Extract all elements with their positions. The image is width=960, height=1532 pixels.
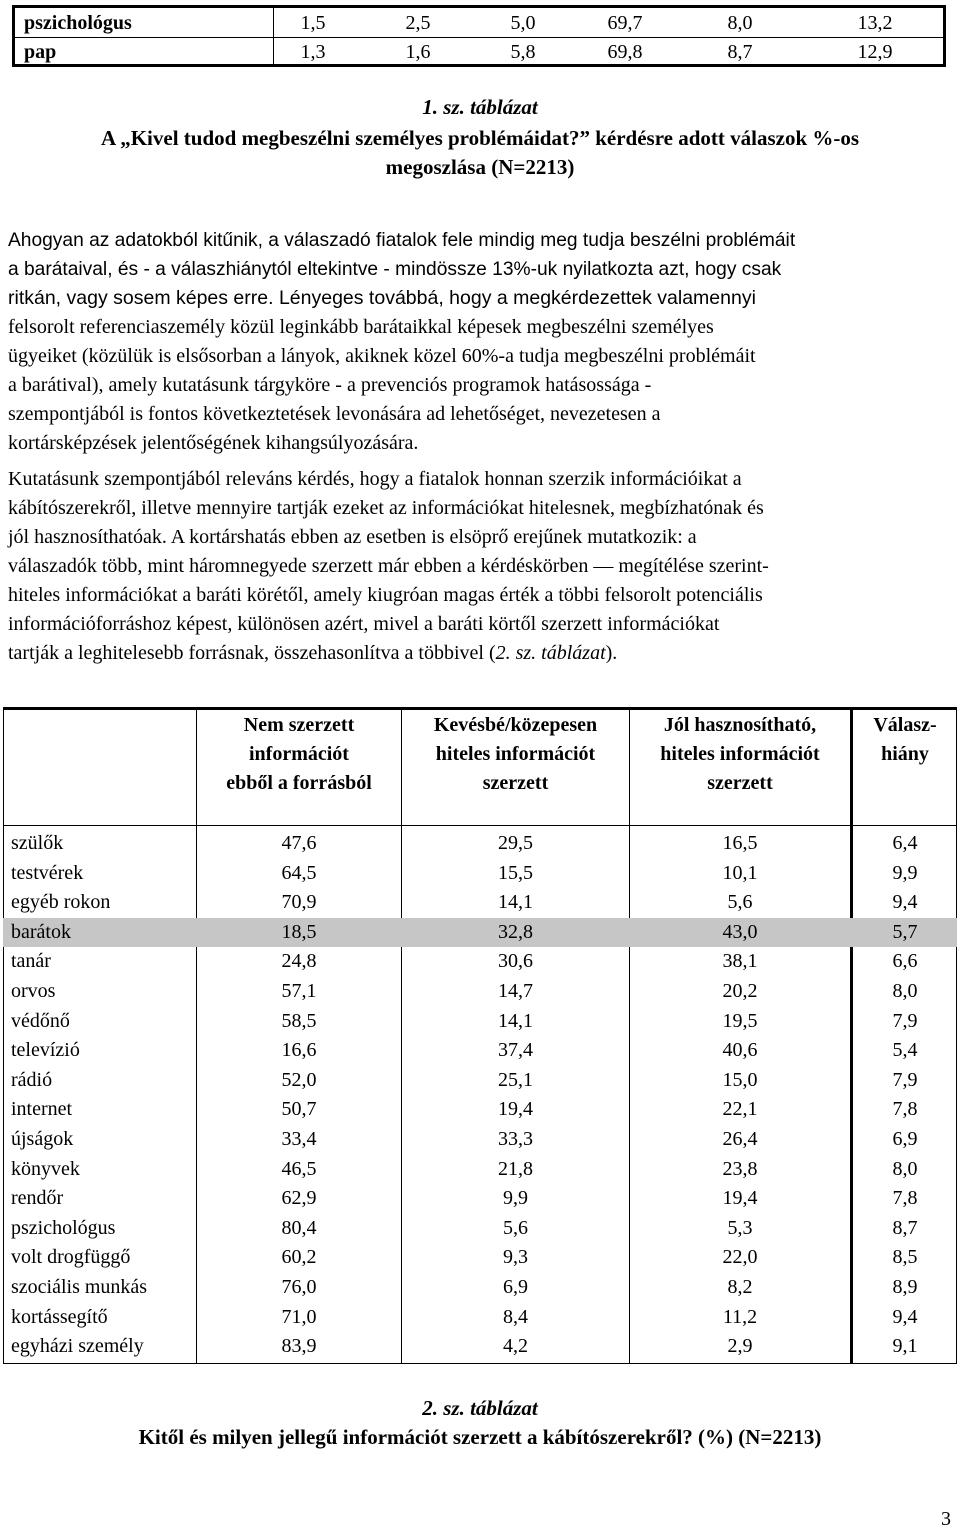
cell: 2,9 [727,1335,753,1358]
cell: 23,8 [722,1157,758,1180]
cell: 32,8 [498,920,533,943]
table-row [3,1125,957,1155]
cell: 70,9 [281,891,317,914]
cell: 9,4 [892,891,918,914]
cell: 76,0 [281,1276,317,1298]
cell: 8,0 [727,12,753,34]
text-line: válaszadók több, mint háromnegyede szerzett már ebben a kérdéskörben — megítélése szerint- [8,555,769,577]
cell: 13,2 [857,12,893,34]
cell: 26,4 [722,1128,758,1150]
cell: 22,1 [722,1098,758,1121]
row-label: szülők [11,832,64,854]
table2-title: Kitől és milyen jellegű információt szerzett a kábítószerekről? (%) (N=2213) [138,1425,822,1449]
cell: 12,9 [857,41,893,63]
cell: 52,0 [281,1068,317,1091]
row-label: rádió [11,1068,53,1091]
row-label: barátok [11,920,71,943]
cell: 6,9 [892,1128,918,1150]
header-line: információt [249,743,349,765]
cell: 1,3 [300,41,326,63]
row-label: egyéb rokon [11,891,111,914]
header-line: Jól hasznosítható, [663,714,817,736]
table-row [3,1036,957,1066]
row-label: pszichológus [11,1216,116,1239]
cell: 6,6 [892,950,918,973]
text-span: ). [605,642,618,664]
table-row [3,1214,957,1244]
cell: 5,4 [892,1039,918,1062]
text-line: a barátaival, és - a válaszhiánytól eltekintve - mindössze 13%-uk nyilatkozta azt, hogy csak [8,259,782,280]
cell: 10,1 [722,861,758,884]
header-line: szerzett [482,772,549,794]
cell: 43,0 [722,920,758,943]
cell: 16,6 [281,1039,317,1062]
row-label: könyvek [11,1157,80,1180]
cell: 9,9 [892,861,918,884]
cell: 20,2 [722,980,758,1002]
cell: 33,4 [281,1128,317,1150]
table1-title-line1: A „Kivel tudod megbeszélni személyes problémáidat?” kérdésre adott válaszok %-os [100,126,860,150]
table1-continuation [12,5,946,67]
text-span: ritkán, vagy sosem képes erre. Lényeges továbbá, hogy a megkérdezettek valamennyi [8,287,756,309]
cell: 6,9 [503,1276,528,1298]
cell: 22,0 [722,1246,758,1269]
table-row [3,1155,957,1185]
row-label: rendőr [11,1187,64,1210]
text-line: Ahogyan az adatokból kitűnik, a válaszadó fiatalok fele mindig meg tudja beszélni problémáit [8,230,796,251]
table2 [3,707,957,1364]
cell: 11,2 [722,1305,758,1328]
cell: 2,5 [405,12,431,34]
text-line: kábítószerekről, illetve mennyire tartják ezeket az információkat hitelesnek, megbízhatónak és [8,497,764,519]
cell: 15,0 [722,1068,758,1091]
cell: 40,6 [722,1039,758,1062]
row-label: internet [11,1098,73,1121]
cell: 5,0 [510,12,536,34]
text-line [8,284,952,313]
cell: 5,8 [510,41,536,63]
cell: 83,9 [281,1335,317,1358]
header-line: szerzett [707,772,773,794]
cell: 5,6 [727,891,753,914]
cell: 37,4 [498,1039,533,1062]
row-label: szociális munkás [11,1276,148,1298]
table-reference: 2. sz. táblázat [495,642,606,664]
header-line: ebből a forrásból [226,772,372,794]
cell: 21,8 [498,1157,533,1180]
row-label: televízió [11,1039,80,1062]
cell: 46,5 [281,1157,317,1180]
header-line: Válasz- [873,714,937,736]
page-number: 3 [941,1508,951,1530]
table1-title-line2: megoszlása (N=2213) [385,155,575,179]
cell: 19,5 [722,1009,758,1032]
cell: 7,8 [892,1098,918,1121]
header-no-answer [853,711,957,769]
cell: 9,4 [892,1305,918,1328]
table-row [3,1184,957,1214]
header-line: hiteles információt [660,743,820,765]
header-separator [3,825,957,826]
cell: 7,9 [892,1068,918,1091]
cell: 9,3 [503,1246,528,1269]
table-row [3,1095,957,1125]
cell: 8,0 [892,980,918,1002]
text-span: tartják a leghitelesebb forrásnak, összehasonlítva a többivel ( [8,642,496,664]
cell: 69,7 [607,12,643,34]
text-line: Kutatásunk szempontjából releváns kérdés, hogy a fiatalok honnan szerzik információikat a [8,468,742,490]
table-row [3,977,957,1007]
header-credible [630,711,850,798]
cell: 1,6 [405,41,431,63]
cell: 71,0 [281,1305,317,1328]
cell: 24,8 [281,950,317,973]
cell: 19,4 [498,1098,533,1121]
cell: 50,7 [281,1098,317,1121]
cell: 5,3 [727,1216,753,1239]
cell: 57,1 [281,980,317,1002]
cell: 6,4 [892,832,918,854]
row-label: pap [24,41,57,63]
cell: 29,5 [498,832,533,854]
text-line: szempontjából is fontos következtetések levonására ad lehetőséget, nevezetesen a [8,403,661,425]
cell: 5,6 [503,1216,528,1239]
row-label: tanár [11,950,51,973]
text-line: kortársképzések jelentőségének kihangsúlyozására. [8,432,419,454]
text-line: jól hasznosíthatóak. A kortárshatás ebben az esetben is elsöprő erejűnek mutatkozik: a [8,526,697,548]
cell: 9,9 [503,1187,528,1210]
cell: 8,7 [727,41,753,63]
header-less-credible [402,711,629,798]
table-row [3,859,957,889]
cell: 14,1 [498,1009,533,1032]
cell: 8,0 [892,1157,918,1180]
table-row [3,1007,957,1037]
table-top-border [3,707,957,710]
cell: 38,1 [722,950,758,973]
cell: 25,1 [498,1068,533,1091]
cell: 60,2 [281,1246,317,1269]
table-row [3,1332,957,1362]
table-row [15,38,943,66]
cell: 47,6 [281,832,317,854]
table-row [3,1303,957,1333]
row-label: pszichológus [24,12,132,34]
table-row [3,1066,957,1096]
text-line: információforráshoz képest, különösen azért, mivel a baráti körtől szerzett információkat [8,613,720,635]
table-row [3,947,957,977]
header-line: hiány [881,743,929,765]
cell: 64,5 [281,861,317,884]
cell: 14,7 [498,980,533,1002]
table-row [3,829,957,859]
cell: 15,5 [498,861,533,884]
table-row [3,1243,957,1273]
table2-number: 2. sz. táblázat [422,1396,538,1420]
text-line: felsorolt referenciaszemély közül leginkább barátaikkal képesek megbeszélni személyes [8,316,714,338]
cell: 18,5 [281,920,317,943]
text-line: hiteles információkat a baráti körétől, amely kiugróan magas érték a többi felsorolt potenciális [8,584,763,606]
cell: 14,1 [498,891,533,914]
cell: 19,4 [722,1187,758,1210]
cell: 9,1 [892,1335,918,1358]
cell: 8,2 [727,1276,753,1298]
cell: 7,9 [892,1009,918,1032]
cell: 8,4 [503,1305,528,1328]
cell: 80,4 [281,1216,317,1239]
text-line: ügyeiket (közülük is elsősorban a lányok, akiknek közel 60%-a tudja megbeszélni problémáit [8,345,756,367]
table-row [3,918,957,948]
cell: 4,2 [503,1335,528,1358]
cell: 30,6 [498,950,533,973]
cell: 8,5 [892,1246,918,1269]
table1-number: 1. sz. táblázat [422,95,538,119]
header-line: Kevésbé/közepesen [433,714,598,736]
table-row [15,9,943,37]
table-row [3,1273,957,1303]
row-label: testvérek [11,861,84,884]
header-not-obtained [197,711,401,798]
row-label: kortássegítő [11,1305,108,1328]
header-line: hiteles információt [435,743,596,765]
cell: 8,7 [892,1216,918,1239]
row-label: egyházi személy [11,1335,144,1358]
cell: 1,5 [300,12,326,34]
cell: 33,3 [498,1128,533,1150]
cell: 16,5 [722,832,758,854]
row-label: orvos [11,980,56,1002]
text-line: a barátival), amely kutatásunk tárgyköre - a prevenciós programok hatásossága - [8,374,652,396]
cell: 69,8 [607,41,643,63]
cell: 5,7 [892,920,918,943]
cell: 7,8 [892,1187,918,1210]
row-label: védőnő [11,1009,70,1032]
cell: 62,9 [281,1187,317,1210]
header-line: Nem szerzett [243,714,355,736]
row-label: volt drogfüggő [11,1246,131,1269]
row-label: újságok [11,1128,74,1150]
cell: 8,9 [892,1276,918,1298]
text-line [8,639,952,668]
table-row [3,888,957,918]
cell: 58,5 [281,1009,317,1032]
paragraph-1 [8,226,952,458]
paragraph-2 [8,465,952,668]
